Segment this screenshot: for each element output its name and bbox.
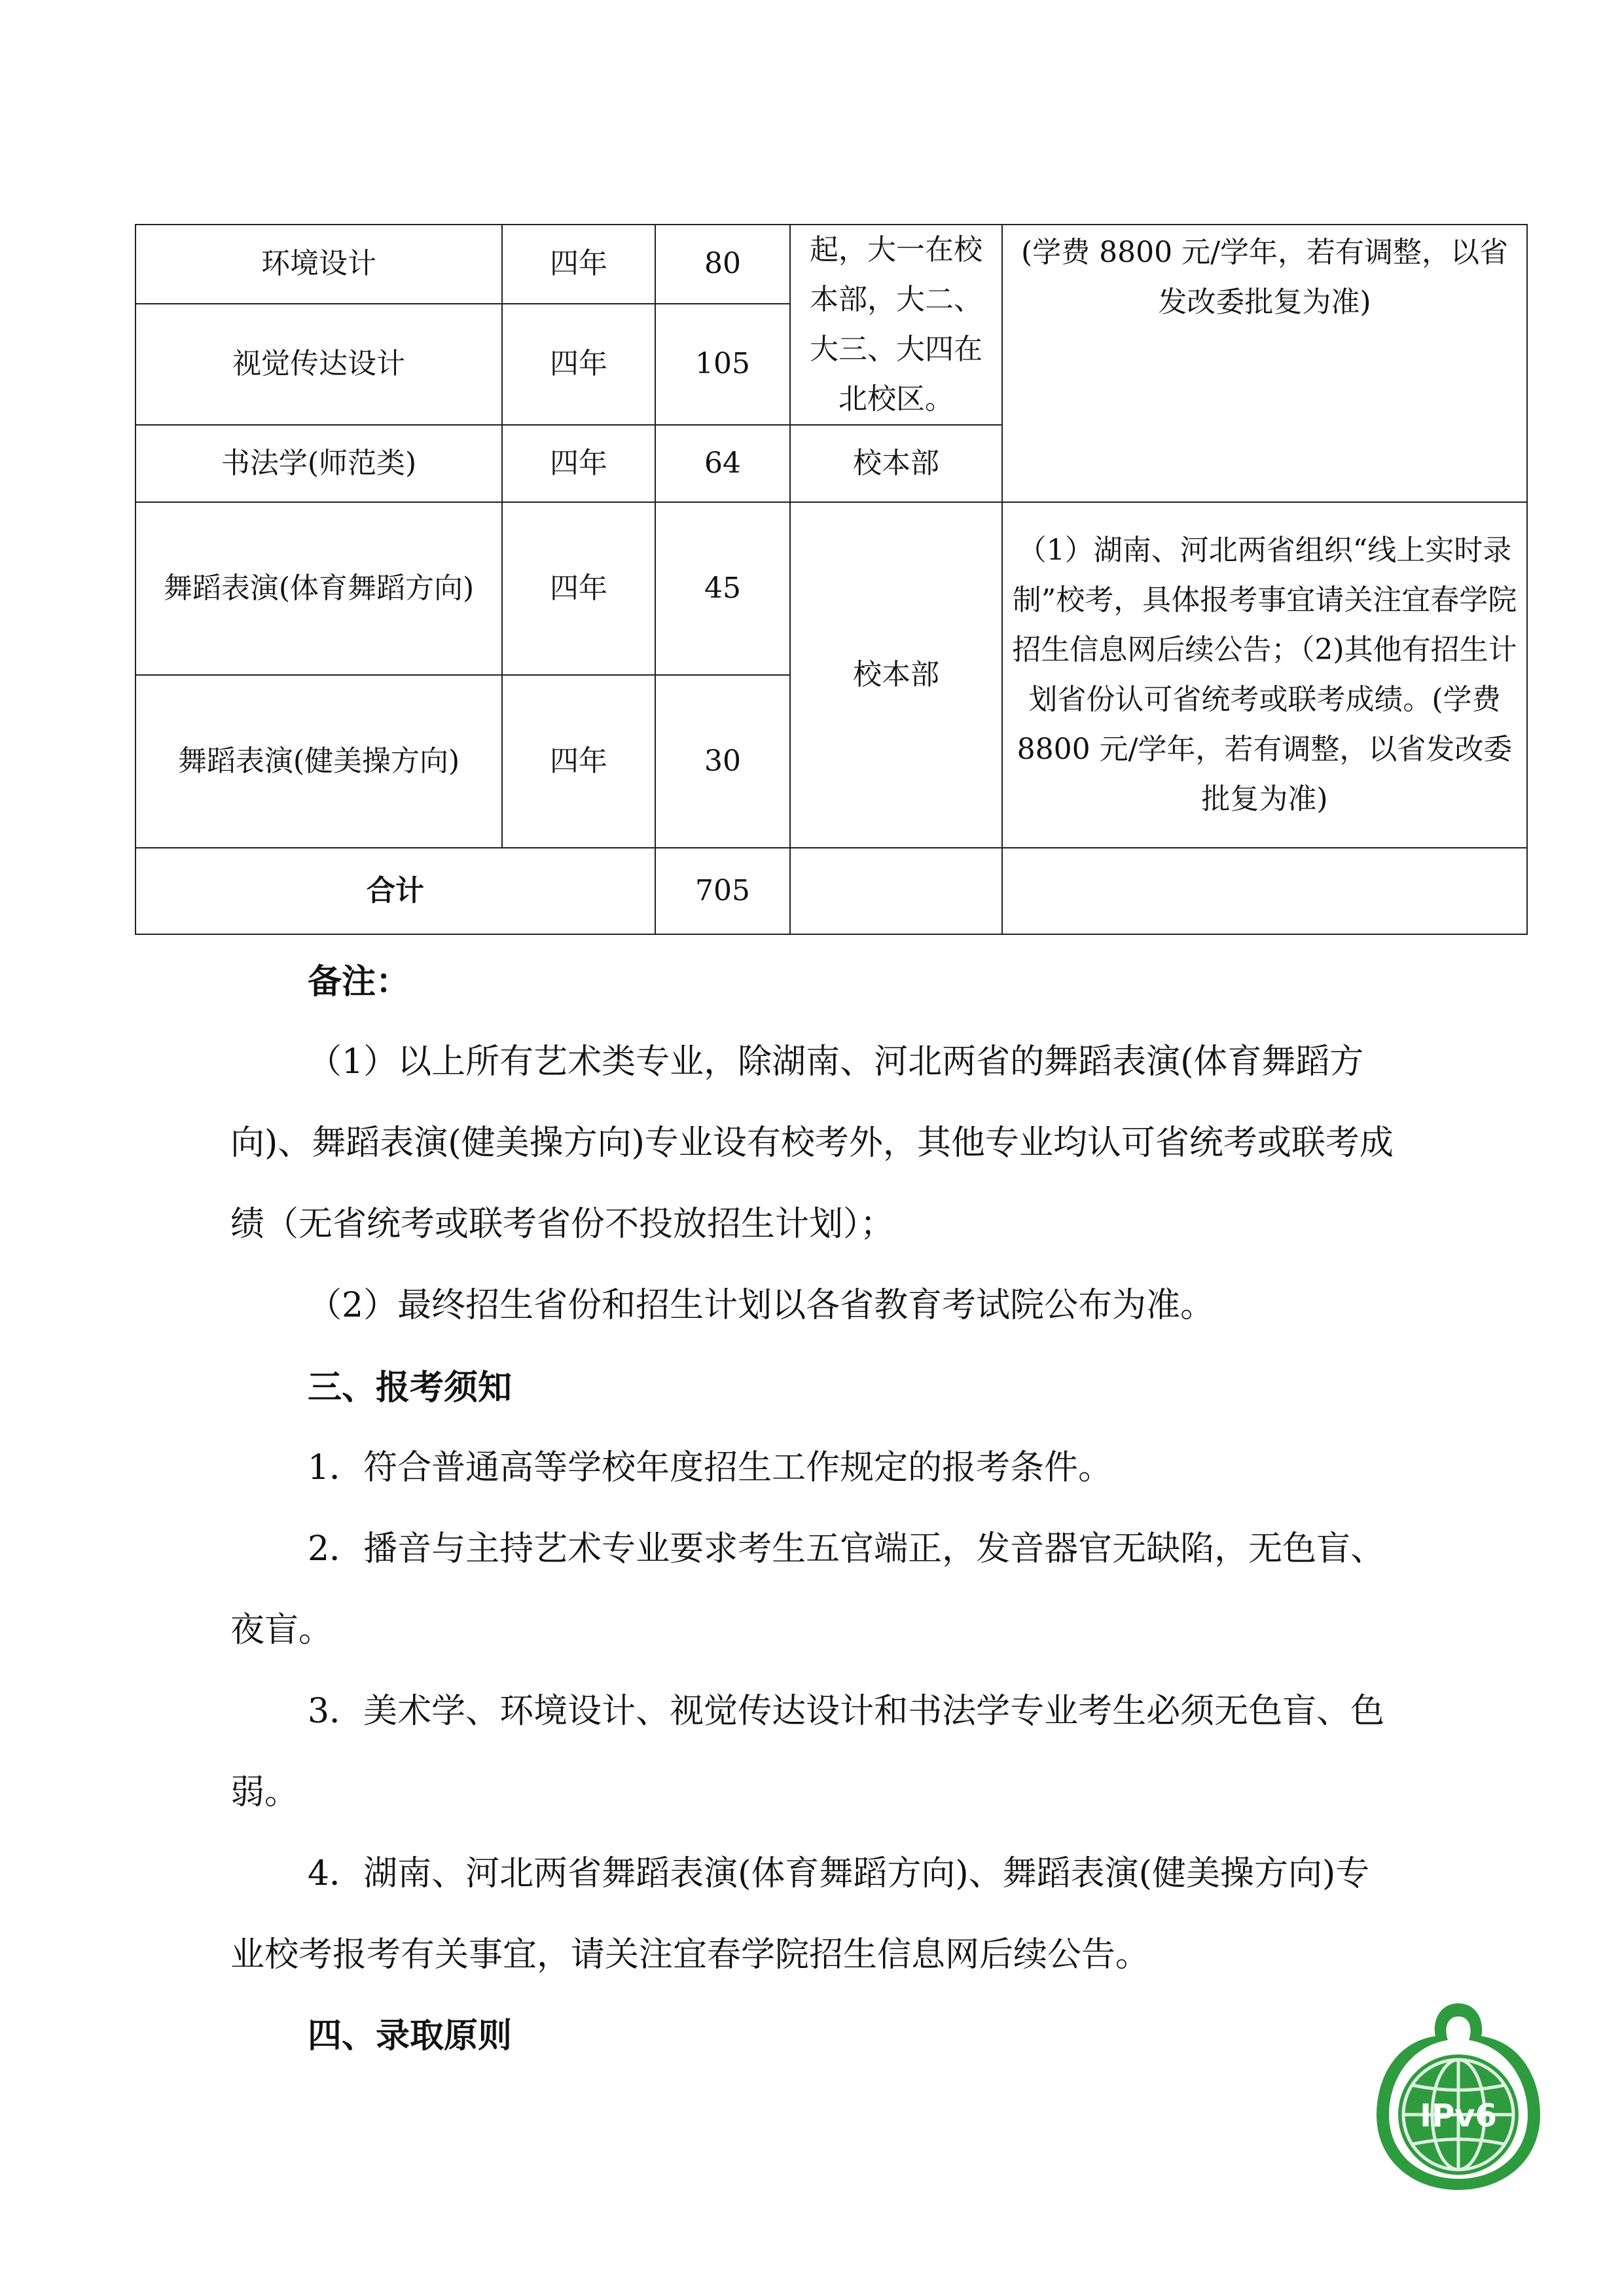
notice-item: 2．播音与主持艺术专业要求考生五官端正，发音器官无缺陷，无色盲、夜盲。: [230, 1529, 1385, 1650]
quota-cell: 105: [655, 304, 790, 425]
total-label: 合计: [135, 848, 655, 934]
major-cell: 舞蹈表演(健美操方向): [135, 675, 502, 848]
years-cell: 四年: [502, 425, 655, 502]
total-row: [135, 848, 1527, 934]
major-cell: 环境设计: [135, 225, 502, 304]
quota-cell: 64: [655, 425, 790, 502]
empty-cell: [790, 848, 1002, 934]
remark-item: （2）最终招生省份和招生计划以各省教育考试院公布为准。: [308, 1286, 1215, 1325]
logo-text: IPv6: [1420, 2098, 1497, 2134]
note-cell: （1）湖南、河北两省组织“线上实时录制”校考，具体报考事宜请关注宜春学院招生信息网后续公告；（2)其他有招生计划省份认可省统考或联考成绩。(学费 8800 元/学年，若有调整，以省发改委批复为准): [1002, 502, 1527, 848]
quota-cell: 45: [655, 502, 790, 675]
notice-item: 3．美术学、环境设计、视觉传达设计和书法学专业考生必须无色盲、色弱。: [230, 1692, 1385, 1812]
empty-cell: [1002, 848, 1527, 934]
campus-cell: 校本部: [790, 425, 1002, 502]
note-cell: (学费 8800 元/学年，若有调整，以省发改委批复为准): [1002, 225, 1527, 502]
years-cell: 四年: [502, 502, 655, 675]
campus-cell: 起，大一在校本部，大二、大三、大四在北校区。: [790, 225, 1002, 425]
table-row: [135, 502, 1527, 675]
campus-cell: 校本部: [790, 502, 1002, 848]
section-heading: 四、录取原则: [308, 2016, 513, 2056]
ipv6-logo: [1373, 1997, 1543, 2193]
quota-cell: 80: [655, 225, 790, 304]
quota-cell: 30: [655, 675, 790, 848]
section-heading: 三、报考须知: [308, 1368, 513, 1408]
major-cell: 书法学(师范类): [135, 425, 502, 502]
remark-item: （1）以上所有艺术类专业，除湖南、河北两省的舞蹈表演(体育舞蹈方向)、舞蹈表演(健美操方向)专业设有校考外，其他专业均认可省统考或联考成绩（无省统考或联考省份不投放招生计划）；: [230, 1042, 1394, 1244]
years-cell: 四年: [502, 225, 655, 304]
notice-item: 4．湖南、河北两省舞蹈表演(体育舞蹈方向)、舞蹈表演(健美操方向)专业校考报考有关事宜，请关注宜春学院招生信息网后续公告。: [230, 1854, 1370, 1975]
notice-item: 1．符合普通高等学校年度招生工作规定的报考条件。: [308, 1448, 1113, 1487]
years-cell: 四年: [502, 675, 655, 848]
table-row: [135, 225, 1527, 304]
major-cell: 视觉传达设计: [135, 304, 502, 425]
total-value: 705: [655, 848, 790, 934]
major-cell: 舞蹈表演(体育舞蹈方向): [135, 502, 502, 675]
remarks-title: 备注：: [308, 962, 410, 1002]
years-cell: 四年: [502, 304, 655, 425]
enrollment-plan-table: [135, 224, 1528, 935]
